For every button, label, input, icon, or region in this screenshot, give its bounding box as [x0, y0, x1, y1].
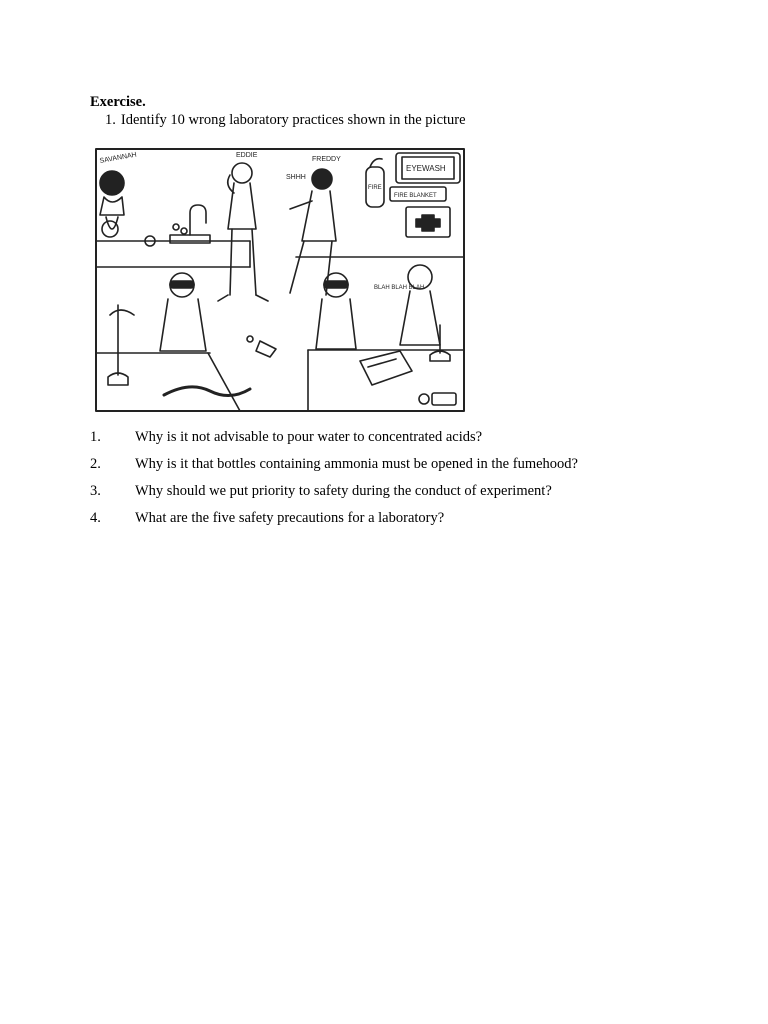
question-text: Why is it that bottles containing ammonia must be opened in the fumehood?	[135, 456, 578, 472]
task-text: Identify 10 wrong laboratory practices shown in the picture	[120, 112, 466, 128]
question-number: 4.	[90, 510, 101, 526]
student-talking	[400, 265, 440, 345]
question-text: Why is it not advisable to pour water to concentrated acids?	[135, 429, 483, 445]
question-number: 3.	[90, 483, 101, 499]
label-freddy: FREDDY	[312, 156, 341, 163]
task-number: 1.	[105, 112, 116, 128]
label-eyewash: EYEWASH	[406, 164, 446, 173]
exercise-task	[105, 112, 466, 129]
label-fire: FIRE	[368, 185, 382, 191]
student-goggles-left	[160, 273, 206, 351]
sink-faucet	[145, 205, 210, 246]
fire-extinguisher-icon	[366, 159, 384, 207]
copyright-logo	[419, 393, 456, 405]
student-eddie	[218, 163, 268, 301]
question-number: 1.	[90, 429, 101, 445]
label-fire-blanket: FIRE BLANKET	[394, 193, 437, 199]
lab-safety-illustration	[90, 145, 468, 429]
student-sourpuss	[100, 171, 124, 237]
question-text: Why should we put priority to safety during the conduct of experiment?	[135, 483, 552, 499]
first-aid-kit-icon	[406, 207, 450, 237]
question-number: 2.	[90, 456, 101, 472]
bunsen-burner-left	[108, 305, 134, 385]
label-shhh: SHHH	[286, 174, 306, 181]
label-sourpuss: SAVANNAH	[99, 151, 138, 165]
exercise-heading: Exercise.	[90, 94, 146, 110]
student-goggles-right	[316, 273, 356, 349]
question-text: What are the five safety precautions for a laboratory?	[135, 510, 445, 526]
spilled-glassware	[247, 336, 276, 357]
label-eddie: EDDIE	[236, 152, 258, 159]
label-blah: BLAH BLAH BLAH	[374, 285, 425, 291]
question-item	[90, 509, 710, 536]
question-item	[90, 428, 710, 455]
question-item	[90, 455, 710, 482]
dissection-tray	[360, 351, 412, 385]
question-item	[90, 482, 710, 509]
bunsen-burner-right	[430, 325, 450, 361]
question-list	[90, 428, 710, 536]
lab-cartoon-svg	[90, 145, 468, 429]
hose	[164, 387, 250, 396]
